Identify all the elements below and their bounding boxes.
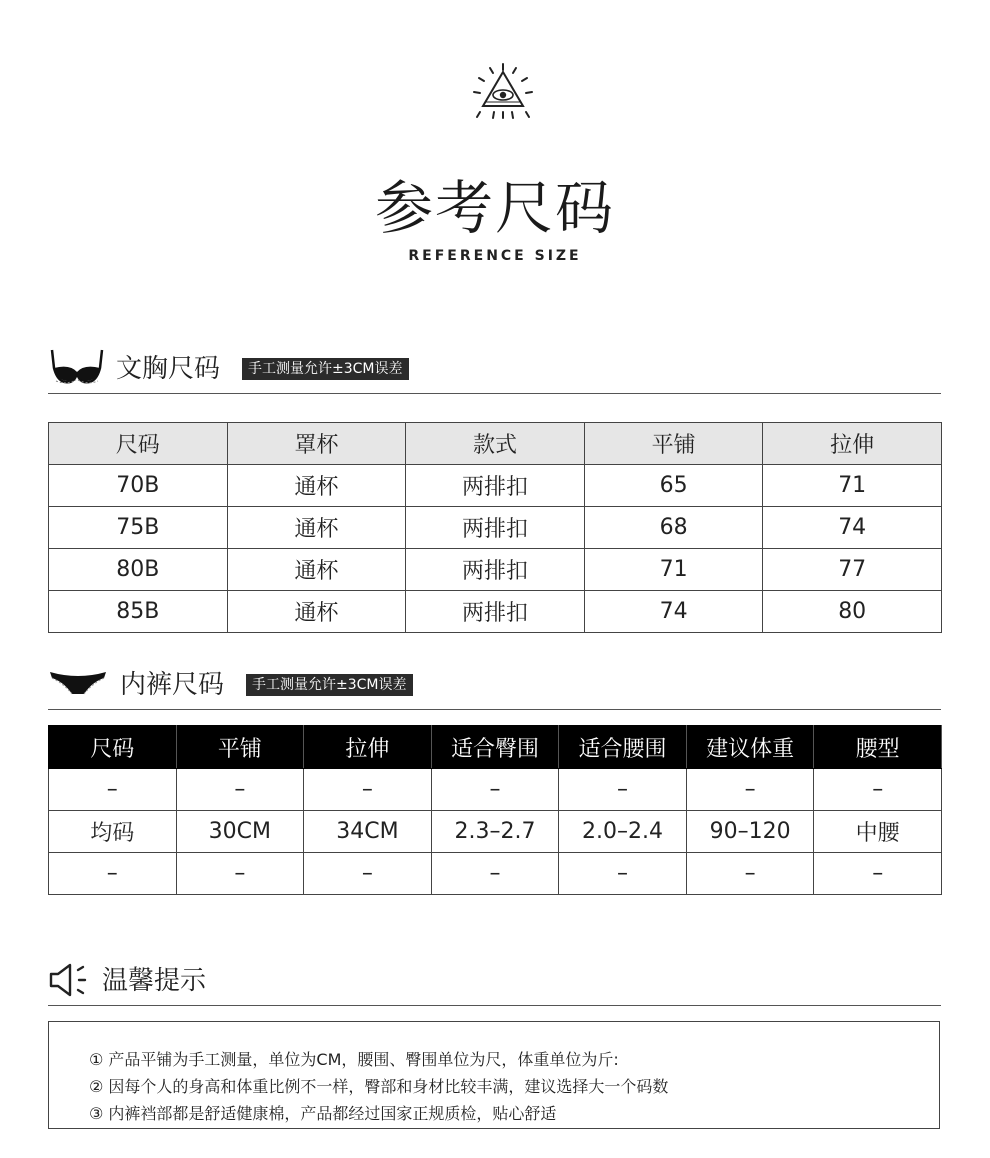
table-cell: 两排扣 [406, 465, 585, 507]
table-cell: 68 [584, 507, 763, 549]
column-header: 尺码 [49, 423, 228, 465]
table-cell: 2.0–2.4 [559, 811, 687, 853]
tip-item: ③ 内裤裆部都是舒适健康棉，产品都经过国家正规质检，贴心舒适 [89, 1104, 557, 1123]
section-divider [48, 393, 941, 394]
table-row [49, 811, 942, 853]
table-row [49, 853, 942, 895]
table-header-row [49, 423, 942, 465]
panties-section-title: 内裤尺码 [120, 670, 225, 700]
section-divider [48, 709, 941, 710]
column-header: 平铺 [584, 423, 763, 465]
column-header: 拉伸 [763, 423, 942, 465]
table-cell: 中腰 [814, 811, 942, 853]
panties-measure-tag: 手工测量允许±3CM误差 [246, 674, 413, 696]
column-header: 平铺 [176, 726, 304, 769]
tip-item: ② 因每个人的身高和体重比例不一样，臀部和身材比较丰满，建议选择大一个码数 [89, 1077, 669, 1096]
table-cell: 71 [584, 549, 763, 591]
table-cell: 75B [49, 507, 228, 549]
table-cell: – [559, 769, 687, 811]
table-cell: 65 [584, 465, 763, 507]
column-header: 款式 [406, 423, 585, 465]
table-cell: – [304, 769, 432, 811]
table-cell: 70B [49, 465, 228, 507]
table-cell: 两排扣 [406, 549, 585, 591]
table-cell: 通杯 [227, 465, 406, 507]
table-cell: 两排扣 [406, 591, 585, 633]
table-cell: 通杯 [227, 549, 406, 591]
bra-measure-tag: 手工测量允许±3CM误差 [242, 358, 409, 380]
table-cell: – [49, 853, 177, 895]
table-row [49, 507, 942, 549]
bra-section-title: 文胸尺码 [116, 354, 221, 384]
column-header: 罩杯 [227, 423, 406, 465]
table-cell: 2.3–2.7 [431, 811, 559, 853]
tips-section-title: 温馨提示 [102, 966, 207, 996]
bra-section-header [48, 344, 941, 394]
table-cell: 80 [763, 591, 942, 633]
table-cell: – [431, 853, 559, 895]
table-cell: 77 [763, 549, 942, 591]
speaker-icon [48, 962, 92, 998]
column-header: 适合腰围 [559, 726, 687, 769]
table-header-row [49, 726, 942, 769]
table-cell: – [686, 853, 814, 895]
table-cell: 通杯 [227, 591, 406, 633]
table-cell: 34CM [304, 811, 432, 853]
table-cell: – [686, 769, 814, 811]
bra-size-table [48, 422, 942, 633]
table-cell: – [814, 853, 942, 895]
eye-triangle-icon [470, 62, 536, 120]
column-header: 建议体重 [686, 726, 814, 769]
table-cell: 通杯 [227, 507, 406, 549]
bra-icon [48, 348, 106, 388]
table-cell: 74 [584, 591, 763, 633]
column-header: 拉伸 [304, 726, 432, 769]
table-cell: – [431, 769, 559, 811]
panties-section-header [48, 660, 941, 710]
panties-icon [48, 668, 108, 698]
table-cell: 74 [763, 507, 942, 549]
table-cell: 30CM [176, 811, 304, 853]
page-subtitle: REFERENCE SIZE [408, 248, 582, 264]
table-cell: 85B [49, 591, 228, 633]
panties-size-table [48, 725, 942, 895]
column-header: 腰型 [814, 726, 942, 769]
table-cell: – [559, 853, 687, 895]
table-cell: – [304, 853, 432, 895]
table-cell: 71 [763, 465, 942, 507]
table-row [49, 465, 942, 507]
table-cell: 80B [49, 549, 228, 591]
tips-box [48, 1021, 940, 1129]
table-cell: – [814, 769, 942, 811]
table-cell: 两排扣 [406, 507, 585, 549]
page-title: 参考尺码 [374, 174, 615, 242]
table-row [49, 769, 942, 811]
table-row [49, 549, 942, 591]
table-cell: 均码 [49, 811, 177, 853]
table-cell: – [176, 769, 304, 811]
tip-item: ① 产品平铺为手工测量，单位为CM，腰围、臀围单位为尺，体重单位为斤: [89, 1050, 619, 1069]
table-cell: – [176, 853, 304, 895]
section-divider [48, 1005, 941, 1006]
column-header: 尺码 [49, 726, 177, 769]
tips-section-header [48, 956, 941, 1006]
table-cell: – [49, 769, 177, 811]
table-cell: 90–120 [686, 811, 814, 853]
table-row [49, 591, 942, 633]
column-header: 适合臀围 [431, 726, 559, 769]
